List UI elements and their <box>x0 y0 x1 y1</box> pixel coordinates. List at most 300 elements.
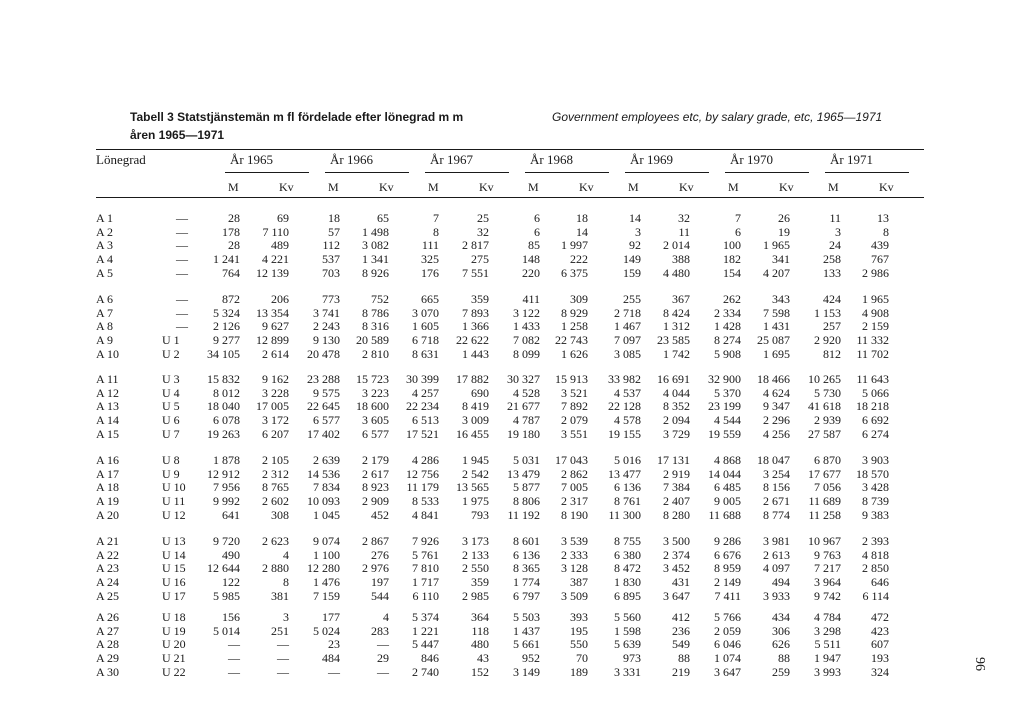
cell-men: 4 544 <box>714 413 741 428</box>
salary-grade-a: A 9 <box>96 333 114 348</box>
salary-grade-u: U 14 <box>162 547 186 562</box>
cell-men: 9 130 <box>313 333 340 348</box>
cell-men: 100 <box>723 238 741 253</box>
salary-grade-u: U 18 <box>162 610 186 624</box>
cell-men: 1 153 <box>814 305 841 320</box>
cell-men: 258 <box>823 252 841 267</box>
cell-men: 30 327 <box>507 372 540 386</box>
cell-men: 9 005 <box>714 494 741 509</box>
cell-women: 18 047 <box>757 453 790 467</box>
cell-women: 1 431 <box>763 319 790 334</box>
cell-women: 3 729 <box>663 426 690 441</box>
cell-men: 1 241 <box>213 252 240 267</box>
cell-men: 952 <box>522 651 540 666</box>
cell-men: 22 234 <box>406 399 439 414</box>
cell-women: — <box>277 651 289 666</box>
cell-women: 4 256 <box>763 426 790 441</box>
cell-men: 20 478 <box>307 346 340 361</box>
cell-men: 6 870 <box>814 453 841 467</box>
cell-men: 12 644 <box>207 561 240 576</box>
table-row <box>0 373 1024 386</box>
cell-men: 4 787 <box>513 413 540 428</box>
cell-women: 3 254 <box>763 466 790 481</box>
cell-women: 9 162 <box>262 372 289 386</box>
cell-men: 5 370 <box>714 385 741 400</box>
cell-women: 3 521 <box>561 385 588 400</box>
cell-men: 3 647 <box>714 664 741 679</box>
year-header: År 1966 <box>330 152 373 167</box>
salary-grade-u: — <box>176 319 188 334</box>
cell-women: 3 551 <box>561 426 588 441</box>
cell-women: 118 <box>471 623 489 638</box>
cell-women: 26 <box>778 211 790 225</box>
cell-women: 65 <box>377 211 389 225</box>
cell-men: 4 257 <box>412 385 439 400</box>
cell-women: 2 919 <box>663 466 690 481</box>
sub-header-m: M <box>528 180 539 194</box>
cell-women: 3 452 <box>663 561 690 576</box>
cell-men: 1 598 <box>614 623 641 638</box>
cell-men: — <box>228 651 240 666</box>
cell-men: 7 834 <box>313 480 340 495</box>
cell-men: 4 286 <box>412 453 439 467</box>
table-row <box>0 468 1024 481</box>
cell-men: 4 784 <box>814 610 841 624</box>
cell-men: 6 <box>534 211 540 225</box>
cell-women: 2 862 <box>561 466 588 481</box>
salary-grade-a: A 8 <box>96 319 114 334</box>
cell-men: 3 331 <box>614 664 641 679</box>
cell-men: 8 631 <box>412 346 439 361</box>
cell-women: 1 443 <box>462 346 489 361</box>
cell-men: 490 <box>222 547 240 562</box>
cell-women: 1 997 <box>561 238 588 253</box>
salary-grade-a: A 22 <box>96 547 120 562</box>
cell-women: 25 087 <box>757 333 790 348</box>
cell-women: 9 347 <box>763 399 790 414</box>
cell-men: 6 676 <box>714 547 741 562</box>
cell-women: 1 366 <box>462 319 489 334</box>
cell-women: 8 419 <box>462 399 489 414</box>
cell-men: 8 761 <box>614 494 641 509</box>
salary-grade-a: A 14 <box>96 413 120 428</box>
sub-header-m: M <box>228 180 239 194</box>
cell-men: 11 300 <box>608 507 641 522</box>
cell-women: 2 671 <box>763 494 790 509</box>
cell-women: 2 296 <box>763 413 790 428</box>
cell-men: 24 <box>829 238 841 253</box>
cell-men: 4 841 <box>412 507 439 522</box>
cell-women: 4 <box>383 610 389 624</box>
salary-grade-u: U 15 <box>162 561 186 576</box>
table-row <box>0 212 1024 225</box>
cell-men: 6 <box>534 224 540 239</box>
cell-women: 607 <box>871 637 889 652</box>
cell-men: 2 920 <box>814 333 841 348</box>
cell-men: 1 476 <box>313 575 340 590</box>
cell-men: 13 477 <box>608 466 641 481</box>
cell-men: 8 472 <box>614 561 641 576</box>
cell-men: 133 <box>823 265 841 280</box>
cell-men: 19 559 <box>708 426 741 441</box>
cell-men: 21 677 <box>507 399 540 414</box>
salary-grade-u: U 10 <box>162 480 186 495</box>
cell-men: 6 485 <box>714 480 741 495</box>
cell-men: 5 766 <box>714 610 741 624</box>
salary-grade-a: A 5 <box>96 265 114 280</box>
title-line-1: Tabell 3 Statstjänstemän m fl fördelade efter lönegrad m m <box>130 110 464 124</box>
cell-women: 19 <box>778 224 790 239</box>
table-row <box>0 549 1024 562</box>
cell-men: 57 <box>328 224 340 239</box>
cell-women: 1 312 <box>663 319 690 334</box>
cell-men: 10 265 <box>808 372 841 386</box>
cell-women: 324 <box>871 664 889 679</box>
cell-women: 12 139 <box>256 265 289 280</box>
cell-women: 29 <box>377 651 389 666</box>
cell-women: 2 393 <box>862 534 889 548</box>
table-row <box>0 535 1024 548</box>
cell-men: 484 <box>322 651 340 666</box>
cell-women: 1 965 <box>763 238 790 253</box>
salary-grade-a: A 6 <box>96 292 114 306</box>
cell-women: 3 223 <box>362 385 389 400</box>
cell-women: 8 316 <box>362 319 389 334</box>
cell-women: 309 <box>570 292 588 306</box>
cell-men: 92 <box>629 238 641 253</box>
cell-women: 11 332 <box>856 333 889 348</box>
cell-women: 9 627 <box>262 319 289 334</box>
cell-women: 1 975 <box>462 494 489 509</box>
cell-women: 13 565 <box>456 480 489 495</box>
cell-men: 262 <box>723 292 741 306</box>
cell-men: 3 <box>835 224 841 239</box>
cell-women: 18 218 <box>856 399 889 414</box>
year-header: År 1971 <box>830 152 873 167</box>
cell-men: 6 136 <box>614 480 641 495</box>
cell-men: 32 900 <box>708 372 741 386</box>
cell-women: 364 <box>471 610 489 624</box>
cell-women: 7 110 <box>262 224 289 239</box>
salary-grade-u: U 22 <box>162 664 186 679</box>
cell-men: 3 964 <box>814 575 841 590</box>
salary-grade-a: A 19 <box>96 494 120 509</box>
year-header: År 1965 <box>230 152 273 167</box>
cell-women: 387 <box>570 575 588 590</box>
salary-grade-u: U 6 <box>162 413 180 428</box>
cell-men: 149 <box>623 252 641 267</box>
table-row <box>0 387 1024 400</box>
cell-men: 5 511 <box>814 637 841 652</box>
cell-women: 16 691 <box>657 372 690 386</box>
cell-men: 22 128 <box>608 399 641 414</box>
cell-men: 85 <box>528 238 540 253</box>
sub-header-kv: Kv <box>479 180 494 194</box>
cell-women: 1 945 <box>462 453 489 467</box>
salary-grade-u: U 5 <box>162 399 180 414</box>
sub-header-kv: Kv <box>379 180 394 194</box>
cell-men: 1 467 <box>614 319 641 334</box>
cell-men: 5 761 <box>412 547 439 562</box>
cell-men: 19 155 <box>608 426 641 441</box>
table-row <box>0 267 1024 280</box>
cell-women: 6 375 <box>561 265 588 280</box>
cell-women: 8 923 <box>362 480 389 495</box>
table-row <box>0 253 1024 266</box>
cell-men: 11 688 <box>708 507 741 522</box>
table-row <box>0 652 1024 665</box>
cell-women: 6 274 <box>862 426 889 441</box>
cell-women: 43 <box>477 651 489 666</box>
cell-women: 18 466 <box>757 372 790 386</box>
cell-women: 251 <box>271 623 289 638</box>
table-row <box>0 293 1024 306</box>
cell-men: 4 868 <box>714 453 741 467</box>
cell-men: 3 149 <box>513 664 540 679</box>
cell-women: 367 <box>672 292 690 306</box>
cell-women: 4 624 <box>763 385 790 400</box>
cell-men: 255 <box>623 292 641 306</box>
cell-women: 2 617 <box>362 466 389 481</box>
cell-men: 4 537 <box>614 385 641 400</box>
cell-men: 10 093 <box>307 494 340 509</box>
cell-women: 3 <box>283 610 289 624</box>
salary-grade-a: A 10 <box>96 346 120 361</box>
salary-grade-u: U 2 <box>162 346 180 361</box>
salary-grade-a: A 2 <box>96 224 114 239</box>
cell-men: 846 <box>421 651 439 666</box>
cell-men: — <box>228 664 240 679</box>
cell-men: 5 016 <box>614 453 641 467</box>
cell-women: 4 097 <box>763 561 790 576</box>
cell-women: 12 899 <box>256 333 289 348</box>
cell-women: 206 <box>271 292 289 306</box>
cell-men: 27 587 <box>808 426 841 441</box>
cell-women: 17 882 <box>456 372 489 386</box>
cell-men: 2 740 <box>412 664 439 679</box>
cell-men: 11 689 <box>808 494 841 509</box>
table-row <box>0 666 1024 679</box>
cell-men: 6 <box>735 224 741 239</box>
cell-women: 2 105 <box>262 453 289 467</box>
cell-women: 434 <box>772 610 790 624</box>
cell-women: 4 221 <box>262 252 289 267</box>
cell-men: 28 <box>228 211 240 225</box>
cell-women: 8 156 <box>763 480 790 495</box>
cell-men: 8 099 <box>513 346 540 361</box>
cell-men: 5 503 <box>513 610 540 624</box>
cell-men: 11 179 <box>406 480 439 495</box>
cell-men: 17 677 <box>808 466 841 481</box>
cell-women: 1 341 <box>362 252 389 267</box>
cell-men: 7 082 <box>513 333 540 348</box>
cell-men: 7 810 <box>412 561 439 576</box>
cell-women: 2 333 <box>561 547 588 562</box>
cell-women: 2 407 <box>663 494 690 509</box>
cell-men: 1 878 <box>213 453 240 467</box>
salary-grade-u: U 21 <box>162 651 186 666</box>
cell-men: 111 <box>421 238 439 253</box>
cell-men: 641 <box>222 507 240 522</box>
cell-men: 14 <box>629 211 641 225</box>
cell-women: 359 <box>471 575 489 590</box>
salary-grade-u: — <box>176 305 188 320</box>
cell-women: 70 <box>576 651 588 666</box>
cell-women: 388 <box>672 252 690 267</box>
salary-grade-a: A 18 <box>96 480 120 495</box>
cell-women: 152 <box>471 664 489 679</box>
cell-women: 18 570 <box>856 466 889 481</box>
cell-men: 424 <box>823 292 841 306</box>
cell-men: 34 105 <box>207 346 240 361</box>
cell-men: 9 277 <box>213 333 240 348</box>
salary-grade-u: — <box>176 292 188 306</box>
cell-men: 9 286 <box>714 534 741 548</box>
table-row <box>0 414 1024 427</box>
cell-men: 1 100 <box>313 547 340 562</box>
cell-men: 2 939 <box>814 413 841 428</box>
cell-women: 341 <box>772 252 790 267</box>
table-row <box>0 239 1024 252</box>
cell-women: 2 810 <box>362 346 389 361</box>
cell-men: 9 575 <box>313 385 340 400</box>
salary-grade-a: A 26 <box>96 610 120 624</box>
cell-women: 3 933 <box>763 588 790 603</box>
table-row <box>0 334 1024 347</box>
cell-men: 10 967 <box>808 534 841 548</box>
title-line-2: åren 1965—1971 <box>130 128 225 142</box>
table-row <box>0 625 1024 638</box>
cell-women: 8 786 <box>362 305 389 320</box>
cell-women: 17 131 <box>657 453 690 467</box>
cell-men: 872 <box>222 292 240 306</box>
cell-men: 28 <box>228 238 240 253</box>
cell-men: 8 755 <box>614 534 641 548</box>
cell-women: 8 424 <box>663 305 690 320</box>
cell-men: 7 411 <box>714 588 741 603</box>
salary-grade-u: U 9 <box>162 466 180 481</box>
table-row <box>0 509 1024 522</box>
cell-women: 2 623 <box>262 534 289 548</box>
cell-women: 259 <box>772 664 790 679</box>
cell-women: 2 976 <box>362 561 389 576</box>
table-row <box>0 611 1024 624</box>
cell-women: — <box>377 637 389 652</box>
cell-men: 5 877 <box>513 480 540 495</box>
cell-men: 220 <box>522 265 540 280</box>
cell-men: 3 298 <box>814 623 841 638</box>
cell-women: 690 <box>471 385 489 400</box>
salary-grade-u: — <box>176 265 188 280</box>
cell-men: 122 <box>222 575 240 590</box>
cell-men: 3 993 <box>814 664 841 679</box>
cell-women: 2 880 <box>262 561 289 576</box>
cell-men: 8 012 <box>213 385 240 400</box>
table-row <box>0 495 1024 508</box>
cell-women: 17 043 <box>555 453 588 467</box>
cell-men: 1 221 <box>412 623 439 638</box>
cell-men: 18 040 <box>207 399 240 414</box>
cell-men: 257 <box>823 319 841 334</box>
table-row <box>0 348 1024 361</box>
salary-grade-u: U 11 <box>162 494 186 509</box>
cell-women: 793 <box>471 507 489 522</box>
cell-men: 325 <box>421 252 439 267</box>
cell-men: 1 045 <box>313 507 340 522</box>
cell-women: 3 500 <box>663 534 690 548</box>
cell-women: 11 702 <box>856 346 889 361</box>
cell-men: 6 136 <box>513 547 540 562</box>
cell-men: 17 521 <box>406 426 439 441</box>
cell-women: 11 643 <box>856 372 889 386</box>
cell-men: — <box>328 664 340 679</box>
cell-women: 4 207 <box>763 265 790 280</box>
cell-women: 88 <box>678 651 690 666</box>
cell-men: 4 578 <box>614 413 641 428</box>
cell-women: 8 280 <box>663 507 690 522</box>
cell-women: 2 867 <box>362 534 389 548</box>
cell-men: 8 365 <box>513 561 540 576</box>
cell-women: 3 082 <box>362 238 389 253</box>
cell-women: 549 <box>672 637 690 652</box>
table-row <box>0 428 1024 441</box>
cell-women: 14 <box>576 224 588 239</box>
cell-women: 1 965 <box>862 292 889 306</box>
cell-women: 7 551 <box>462 265 489 280</box>
year-header: År 1970 <box>730 152 773 167</box>
cell-women: 283 <box>371 623 389 638</box>
cell-men: 14 044 <box>708 466 741 481</box>
cell-men: 2 718 <box>614 305 641 320</box>
cell-men: 6 577 <box>313 413 340 428</box>
cell-men: 3 122 <box>513 305 540 320</box>
cell-men: 8 601 <box>513 534 540 548</box>
cell-women: 17 005 <box>256 399 289 414</box>
cell-men: 6 718 <box>412 333 439 348</box>
cell-men: 9 074 <box>313 534 340 548</box>
cell-men: 5 324 <box>213 305 240 320</box>
cell-men: 2 334 <box>714 305 741 320</box>
cell-women: 4 <box>283 547 289 562</box>
cell-men: 773 <box>322 292 340 306</box>
cell-men: 703 <box>322 265 340 280</box>
salary-grade-u: U 19 <box>162 623 186 638</box>
cell-men: 156 <box>222 610 240 624</box>
salary-grade-u: U 17 <box>162 588 186 603</box>
cell-men: 15 832 <box>207 372 240 386</box>
cell-men: 8 <box>433 224 439 239</box>
cell-women: 2 159 <box>862 319 889 334</box>
cell-women: 195 <box>570 623 588 638</box>
cell-women: 306 <box>772 623 790 638</box>
cell-women: 11 <box>678 224 690 239</box>
cell-men: 5 908 <box>714 346 741 361</box>
table-row <box>0 454 1024 467</box>
cell-men: — <box>228 637 240 652</box>
cell-men: 973 <box>623 651 641 666</box>
cell-men: 177 <box>322 610 340 624</box>
cell-men: 764 <box>222 265 240 280</box>
cell-men: 1 074 <box>714 651 741 666</box>
cell-women: 2 602 <box>262 494 289 509</box>
cell-men: 5 639 <box>614 637 641 652</box>
table-title-english: Government employees etc, by salary grade, etc, 1965—1971 <box>552 110 883 124</box>
cell-women: 197 <box>371 575 389 590</box>
sub-header-kv: Kv <box>679 180 694 194</box>
cell-women: 6 114 <box>862 588 889 603</box>
cell-men: 7 <box>735 211 741 225</box>
cell-men: 5 730 <box>814 385 841 400</box>
